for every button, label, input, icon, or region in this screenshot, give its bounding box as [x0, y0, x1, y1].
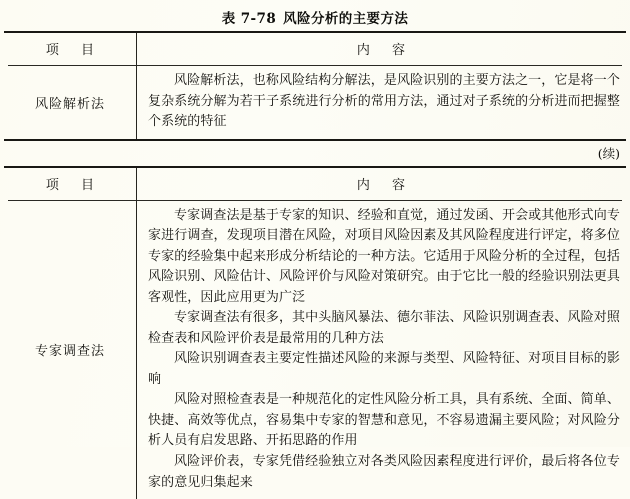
table-two-header-content: 内 容 — [356, 177, 415, 193]
table-two-header-row — [4, 168, 626, 200]
content-paragraph: 专家调查法有很多，其中头脑风暴法、德尔菲法、风险识别调查表、风险对照检查表和风险评价表是最常用的几种方法 — [148, 310, 620, 346]
table-one — [4, 33, 626, 139]
content-paragraph: 风险对照检查表是一种规范化的定性风险分析工具，具有系统、全面、简单、快捷、高效等优点，容易集中专家的智慧和意见，不容易遗漏主要风险；对风险分析人员有启发思路、开拓思路的作用 — [148, 392, 620, 449]
content-paragraph: 风险解析法，也称风险结构分解法，是风险识别的主要方法之一，它是将一个复杂系统分解为若干子系统进行分析的常用方法，通过对子系统的分析进而把握整个系统的特征 — [148, 73, 620, 130]
table-one-header-content: 内 容 — [356, 43, 415, 58]
table-one-header-item: 项 目 — [45, 43, 104, 58]
table-caption — [0, 0, 630, 31]
table-caption-text: 风险分析的主要方法 — [283, 11, 409, 27]
table-row — [4, 66, 626, 139]
content-paragraph: 风险识别调查表主要定性描述风险的来源与类型、风险特征、对项目目标的影响 — [148, 351, 620, 387]
continuation-marker: (续) — [597, 145, 620, 161]
content-paragraph: 专家调查法是基于专家的知识、经验和直觉，通过发函、开会或其他形式向专家进行调查，发现项目潜在风险，对项目风险因素及其风险程度进行评定，将多位专家的经验集中起来形成分析结论的一种方法。它适用于风险分析的全过程，包括风险识别、风险估计、风险评价与风险对策研究。由于它比一般的经验识别法更具客观性，因此应用更为广泛 — [148, 207, 620, 305]
table-caption-number: 表 7-78 — [221, 11, 277, 27]
table-one-row-item: 风险解析法 — [34, 96, 105, 112]
table-one-row-content — [136, 66, 626, 139]
table-two-column-divider — [136, 168, 137, 499]
table-two — [4, 168, 626, 499]
table-one-column-divider — [136, 33, 137, 139]
table-two-row-content — [136, 201, 626, 499]
table-two-row-item: 专家调查法 — [34, 344, 105, 360]
content-paragraph: 风险评价表，专家凭借经验独立对各类风险因素程度进行评价，最后将各位专家的意见归集起来 — [148, 453, 620, 490]
table-one-header-row — [4, 33, 626, 65]
table-two-header-item: 项 目 — [45, 177, 104, 193]
table-row — [4, 201, 626, 499]
